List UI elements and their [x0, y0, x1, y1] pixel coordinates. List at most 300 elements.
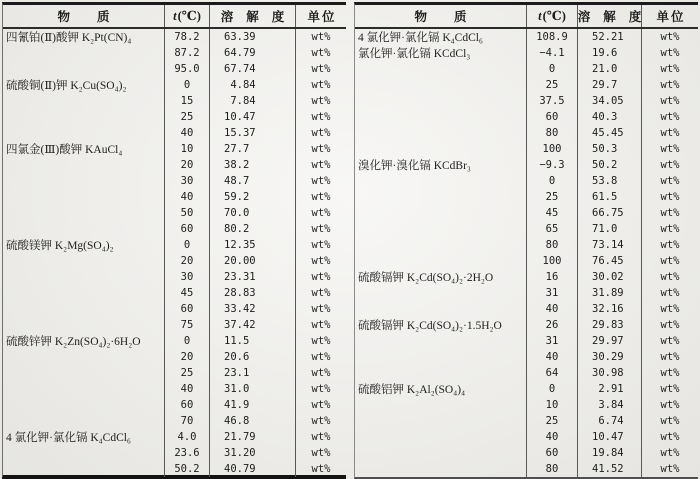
temperature-cell: 15 — [164, 93, 209, 109]
unit-cell: wt% — [641, 237, 698, 253]
temperature-cell: 60 — [526, 445, 577, 461]
temperature-cell: 40 — [164, 125, 209, 141]
substance-cell — [355, 125, 526, 141]
substance-cell — [3, 125, 164, 141]
substance-cell: 硫酸镉钾 K₂Cd(SO₄)₂·2H₂O — [358, 272, 494, 284]
temperature-cell: 45 — [164, 285, 209, 301]
solubility-cell: 33.42 — [209, 301, 295, 317]
unit-cell: wt% — [641, 285, 698, 301]
solubility-cell: 31.0 — [209, 381, 295, 397]
substance-cell: 硫酸镁钾 K₂Mg(SO₄)₂ — [6, 240, 114, 252]
table-row — [355, 317, 698, 333]
table-row — [355, 429, 698, 445]
substance-cell: 四氯金(Ⅲ)酸钾 KAuCl₄ — [6, 144, 123, 156]
table-row — [355, 269, 698, 285]
temperature-cell: 30 — [164, 173, 209, 189]
table-row — [3, 253, 346, 269]
table-row — [3, 429, 346, 445]
unit-cell: wt% — [641, 141, 698, 157]
temperature-cell: 10 — [526, 397, 577, 413]
substance-cell — [355, 189, 526, 205]
temperature-header — [526, 5, 577, 27]
substance-cell — [3, 397, 164, 413]
substance-cell — [3, 413, 164, 429]
solubility-cell: 70.0 — [209, 205, 295, 221]
temperature-cell: 0 — [526, 173, 577, 189]
table-row — [355, 125, 698, 141]
solubility-cell: 23.31 — [209, 269, 295, 285]
substance-cell — [355, 61, 526, 77]
temperature-cell: 40 — [526, 301, 577, 317]
unit-header — [641, 5, 698, 27]
substance-cell — [3, 301, 164, 317]
unit-cell: wt% — [295, 29, 346, 45]
temperature-cell: 100 — [526, 141, 577, 157]
substance-cell: 4 氯化钾·氯化镉 K₄CdCl₆ — [358, 32, 483, 44]
temperature-cell: 31 — [526, 285, 577, 301]
solubility-cell: 29.83 — [577, 317, 641, 333]
temperature-cell: 60 — [164, 301, 209, 317]
substance-cell — [3, 45, 164, 61]
temperature-cell: 16 — [526, 269, 577, 285]
temperature-cell: 40 — [164, 381, 209, 397]
solubility-cell: 30.98 — [577, 365, 641, 381]
temperature-cell: 75 — [164, 317, 209, 333]
solubility-cell: 31.20 — [209, 445, 295, 461]
temperature-cell: 40 — [526, 349, 577, 365]
table-row — [355, 205, 698, 221]
table-row — [355, 413, 698, 429]
table-row — [3, 173, 346, 189]
unit-cell: wt% — [295, 173, 346, 189]
table-row — [355, 29, 698, 45]
table-row — [3, 205, 346, 221]
temperature-cell: 26 — [526, 317, 577, 333]
temperature-cell: 40 — [526, 429, 577, 445]
unit-cell: wt% — [641, 397, 698, 413]
unit-cell: wt% — [641, 381, 698, 397]
solubility-cell: 61.5 — [577, 189, 641, 205]
solubility-cell: 59.2 — [209, 189, 295, 205]
solubility-cell: 41.9 — [209, 397, 295, 413]
unit-header-label: 单位 — [307, 10, 337, 24]
unit-cell: wt% — [295, 141, 346, 157]
unit-cell: wt% — [641, 349, 698, 365]
table-row — [3, 285, 346, 301]
unit-cell: wt% — [295, 77, 346, 93]
temperature-cell: 0 — [164, 237, 209, 253]
substance-cell: 硫酸镉钾 K₂Cd(SO₄)₂·1.5H₂O — [358, 320, 502, 332]
table-row — [3, 397, 346, 413]
temperature-cell: 37.5 — [526, 93, 577, 109]
table-row — [3, 109, 346, 125]
table-row — [355, 237, 698, 253]
table-row — [3, 77, 346, 93]
unit-cell: wt% — [641, 109, 698, 125]
unit-cell: wt% — [295, 301, 346, 317]
unit-cell: wt% — [641, 93, 698, 109]
solubility-cell: 30.02 — [577, 269, 641, 285]
unit-cell: wt% — [295, 429, 346, 445]
unit-cell: wt% — [295, 269, 346, 285]
solubility-cell: 7.84 — [209, 93, 295, 109]
table-row — [355, 221, 698, 237]
unit-cell: wt% — [295, 205, 346, 221]
solubility-cell: 52.21 — [577, 29, 641, 45]
unit-cell: wt% — [641, 125, 698, 141]
solubility-cell: 6.74 — [577, 413, 641, 429]
table-row — [355, 301, 698, 317]
solubility-cell: 20.6 — [209, 349, 295, 365]
table-row — [3, 365, 346, 381]
substance-cell — [355, 301, 526, 317]
table-row — [355, 445, 698, 461]
temperature-cell: 60 — [164, 221, 209, 237]
solubility-cell: 46.8 — [209, 413, 295, 429]
temperature-cell: 108.9 — [526, 29, 577, 45]
substance-header — [3, 5, 164, 27]
unit-cell: wt% — [641, 445, 698, 461]
temperature-cell: 0 — [164, 77, 209, 93]
temperature-cell: 20 — [164, 349, 209, 365]
unit-cell: wt% — [641, 205, 698, 221]
solubility-cell: 73.14 — [577, 237, 641, 253]
unit-cell: wt% — [641, 413, 698, 429]
substance-cell — [3, 317, 164, 333]
table-row — [355, 333, 698, 349]
temperature-cell: 50.2 — [164, 461, 209, 477]
solubility-header — [577, 5, 655, 27]
unit-cell: wt% — [295, 461, 346, 477]
table-row — [3, 445, 346, 461]
unit-cell: wt% — [295, 445, 346, 461]
solubility-cell: 3.84 — [577, 397, 641, 413]
table-row — [3, 125, 346, 141]
solubility-cell: 30.29 — [577, 349, 641, 365]
substance-cell — [3, 109, 164, 125]
substance-cell — [3, 365, 164, 381]
temperature-cell: −9.3 — [526, 157, 577, 173]
solubility-cell: 37.42 — [209, 317, 295, 333]
table-row — [3, 301, 346, 317]
table-header-row — [3, 5, 346, 29]
table-row — [3, 61, 346, 77]
solubility-cell: 15.37 — [209, 125, 295, 141]
unit-cell: wt% — [641, 461, 698, 477]
table-row — [355, 285, 698, 301]
substance-cell: 溴化钾·溴化镉 KCdBr₃ — [358, 160, 471, 172]
substance-cell — [355, 365, 526, 381]
substance-cell — [355, 349, 526, 365]
temperature-cell: 0 — [526, 61, 577, 77]
unit-cell: wt% — [295, 45, 346, 61]
temperature-cell: −4.1 — [526, 45, 577, 61]
table-row — [355, 141, 698, 157]
table-row — [3, 269, 346, 285]
table-row — [355, 461, 698, 477]
substance-cell — [355, 397, 526, 413]
solubility-cell: 29.97 — [577, 333, 641, 349]
unit-cell: wt% — [641, 317, 698, 333]
substance-cell — [3, 93, 164, 109]
substance-cell: 硫酸铝钾 K₂Al₂(SO₄)₄ — [358, 384, 466, 396]
substance-header — [355, 5, 526, 27]
substance-cell — [3, 157, 164, 173]
solubility-cell: 45.45 — [577, 125, 641, 141]
solubility-cell: 11.5 — [209, 333, 295, 349]
temperature-symbol: t — [173, 8, 177, 23]
solubility-cell: 28.83 — [209, 285, 295, 301]
unit-header — [295, 5, 346, 27]
table-row — [355, 253, 698, 269]
substance-cell — [3, 461, 164, 477]
substance-cell: 4 氯化钾·氯化镉 K₄CdCl₆ — [6, 432, 131, 444]
table-row — [3, 45, 346, 61]
substance-header-label: 物质 — [414, 10, 494, 24]
solubility-cell: 19.6 — [577, 45, 641, 61]
temperature-cell: 80 — [526, 237, 577, 253]
solubility-cell: 38.2 — [209, 157, 295, 173]
solubility-cell: 32.16 — [577, 301, 641, 317]
table-row — [355, 93, 698, 109]
solubility-cell: 67.74 — [209, 61, 295, 77]
substance-cell: 四氰铂(Ⅱ)酸钾 K₂Pt(CN)₄ — [6, 32, 132, 44]
solubility-cell: 31.89 — [577, 285, 641, 301]
unit-cell: wt% — [295, 93, 346, 109]
substance-cell — [3, 445, 164, 461]
unit-cell: wt% — [295, 365, 346, 381]
unit-cell: wt% — [641, 173, 698, 189]
temperature-cell: 30 — [164, 269, 209, 285]
substance-cell — [355, 221, 526, 237]
table-row — [3, 349, 346, 365]
unit-cell: wt% — [295, 109, 346, 125]
temperature-cell: 31 — [526, 333, 577, 349]
unit-cell: wt% — [295, 397, 346, 413]
unit-cell: wt% — [641, 301, 698, 317]
table-row — [355, 109, 698, 125]
temperature-cell: 95.0 — [164, 61, 209, 77]
table-row — [355, 365, 698, 381]
unit-cell: wt% — [641, 333, 698, 349]
substance-cell — [355, 285, 526, 301]
substance-cell — [3, 349, 164, 365]
substance-cell: 硫酸铜(Ⅱ)钾 K₂Cu(SO₄)₂ — [6, 80, 127, 92]
substance-cell — [355, 109, 526, 125]
unit-cell: wt% — [295, 157, 346, 173]
solubility-cell: 63.39 — [209, 29, 295, 45]
unit-cell: wt% — [295, 285, 346, 301]
substance-cell — [3, 173, 164, 189]
substance-cell — [3, 221, 164, 237]
table-row — [355, 381, 698, 397]
table-row — [3, 413, 346, 429]
temperature-header — [164, 5, 209, 27]
substance-cell — [355, 173, 526, 189]
unit-cell: wt% — [641, 61, 698, 77]
solubility-cell: 19.84 — [577, 445, 641, 461]
solubility-header-label: 溶解度 — [577, 10, 655, 24]
solubility-cell: 80.2 — [209, 221, 295, 237]
temperature-cell: 50 — [164, 205, 209, 221]
temperature-cell: 78.2 — [164, 29, 209, 45]
temperature-cell: 4.0 — [164, 429, 209, 445]
solubility-cell: 48.7 — [209, 173, 295, 189]
temperature-cell: 20 — [164, 253, 209, 269]
table-row — [355, 349, 698, 365]
table-row — [355, 397, 698, 413]
unit-cell: wt% — [295, 317, 346, 333]
temperature-cell: 40 — [164, 189, 209, 205]
temperature-cell: 87.2 — [164, 45, 209, 61]
substance-cell — [355, 93, 526, 109]
temperature-cell: 60 — [526, 109, 577, 125]
substance-cell — [355, 413, 526, 429]
table-row — [3, 461, 346, 477]
table-header-row — [355, 5, 698, 29]
substance-cell — [355, 205, 526, 221]
solubility-cell: 4.84 — [209, 77, 295, 93]
temperature-cell: 20 — [164, 157, 209, 173]
temperature-symbol: t — [538, 8, 542, 23]
unit-cell: wt% — [295, 349, 346, 365]
solubility-header-label: 溶解度 — [220, 10, 298, 24]
solubility-cell: 21.0 — [577, 61, 641, 77]
temperature-cell: 25 — [526, 77, 577, 93]
substance-cell — [355, 461, 526, 477]
substance-cell — [355, 237, 526, 253]
substance-header-label: 物质 — [57, 10, 137, 24]
table-row — [3, 189, 346, 205]
unit-cell: wt% — [295, 381, 346, 397]
solubility-cell: 53.8 — [577, 173, 641, 189]
unit-cell: wt% — [641, 189, 698, 205]
solubility-cell: 64.79 — [209, 45, 295, 61]
substance-cell: 氯化钾·氯化镉 KCdCl₃ — [358, 48, 471, 60]
unit-cell: wt% — [295, 237, 346, 253]
table-row — [3, 93, 346, 109]
substance-cell — [3, 253, 164, 269]
solubility-cell: 12.35 — [209, 237, 295, 253]
table-row — [3, 29, 346, 45]
table-row — [3, 237, 346, 253]
unit-cell: wt% — [295, 61, 346, 77]
unit-cell: wt% — [295, 125, 346, 141]
temperature-cell: 23.6 — [164, 445, 209, 461]
substance-cell: 硫酸锌钾 K₂Zn(SO₄)₂·6H₂O — [6, 336, 141, 348]
table-row — [355, 61, 698, 77]
temperature-unit-label: (℃) — [177, 9, 201, 23]
unit-cell: wt% — [641, 157, 698, 173]
table-row — [3, 317, 346, 333]
unit-header-label: 单位 — [656, 10, 686, 24]
solubility-cell: 40.3 — [577, 109, 641, 125]
table-row — [3, 381, 346, 397]
solubility-cell: 40.79 — [209, 461, 295, 477]
unit-cell: wt% — [641, 77, 698, 93]
unit-cell: wt% — [641, 269, 698, 285]
substance-cell — [3, 189, 164, 205]
unit-cell: wt% — [641, 221, 698, 237]
substance-cell — [3, 61, 164, 77]
substance-cell — [3, 205, 164, 221]
solubility-cell: 71.0 — [577, 221, 641, 237]
table-row — [355, 77, 698, 93]
temperature-cell: 0 — [164, 333, 209, 349]
solubility-header — [209, 5, 298, 27]
unit-cell: wt% — [295, 413, 346, 429]
temperature-cell: 25 — [164, 109, 209, 125]
solubility-table-left — [2, 2, 346, 479]
table-body — [355, 29, 698, 477]
table-row — [3, 333, 346, 349]
substance-cell — [355, 77, 526, 93]
unit-cell: wt% — [295, 221, 346, 237]
unit-cell: wt% — [641, 429, 698, 445]
substance-cell — [355, 333, 526, 349]
solubility-cell: 76.45 — [577, 253, 641, 269]
unit-cell: wt% — [641, 29, 698, 45]
temperature-cell: 25 — [526, 413, 577, 429]
unit-cell: wt% — [295, 253, 346, 269]
solubility-cell: 34.05 — [577, 93, 641, 109]
substance-cell — [3, 269, 164, 285]
temperature-cell: 64 — [526, 365, 577, 381]
solubility-cell: 66.75 — [577, 205, 641, 221]
temperature-cell: 0 — [526, 381, 577, 397]
substance-cell — [355, 429, 526, 445]
solubility-cell: 10.47 — [577, 429, 641, 445]
table-row — [3, 157, 346, 173]
temperature-cell: 80 — [526, 461, 577, 477]
unit-cell: wt% — [641, 365, 698, 381]
solubility-cell: 50.3 — [577, 141, 641, 157]
substance-cell — [3, 285, 164, 301]
temperature-cell: 65 — [526, 221, 577, 237]
unit-cell: wt% — [641, 253, 698, 269]
temperature-cell: 70 — [164, 413, 209, 429]
table-row — [3, 221, 346, 237]
table-row — [355, 173, 698, 189]
solubility-cell: 41.52 — [577, 461, 641, 477]
substance-cell — [355, 445, 526, 461]
unit-cell: wt% — [295, 333, 346, 349]
substance-cell — [3, 381, 164, 397]
temperature-cell: 25 — [526, 189, 577, 205]
temperature-cell: 10 — [164, 141, 209, 157]
solubility-cell: 29.7 — [577, 77, 641, 93]
solubility-cell: 23.1 — [209, 365, 295, 381]
temperature-cell: 45 — [526, 205, 577, 221]
solubility-cell: 2.91 — [577, 381, 641, 397]
substance-cell — [355, 253, 526, 269]
table-body — [3, 29, 346, 477]
solubility-cell: 50.2 — [577, 157, 641, 173]
solubility-cell: 20.00 — [209, 253, 295, 269]
substance-cell — [355, 141, 526, 157]
solubility-table-right — [354, 2, 698, 479]
temperature-cell: 60 — [164, 397, 209, 413]
temperature-cell: 100 — [526, 253, 577, 269]
unit-cell: wt% — [295, 189, 346, 205]
solubility-cell: 10.47 — [209, 109, 295, 125]
table-row — [355, 157, 698, 173]
table-row — [355, 189, 698, 205]
table-row — [3, 141, 346, 157]
solubility-cell: 27.7 — [209, 141, 295, 157]
temperature-cell: 25 — [164, 365, 209, 381]
temperature-cell: 80 — [526, 125, 577, 141]
